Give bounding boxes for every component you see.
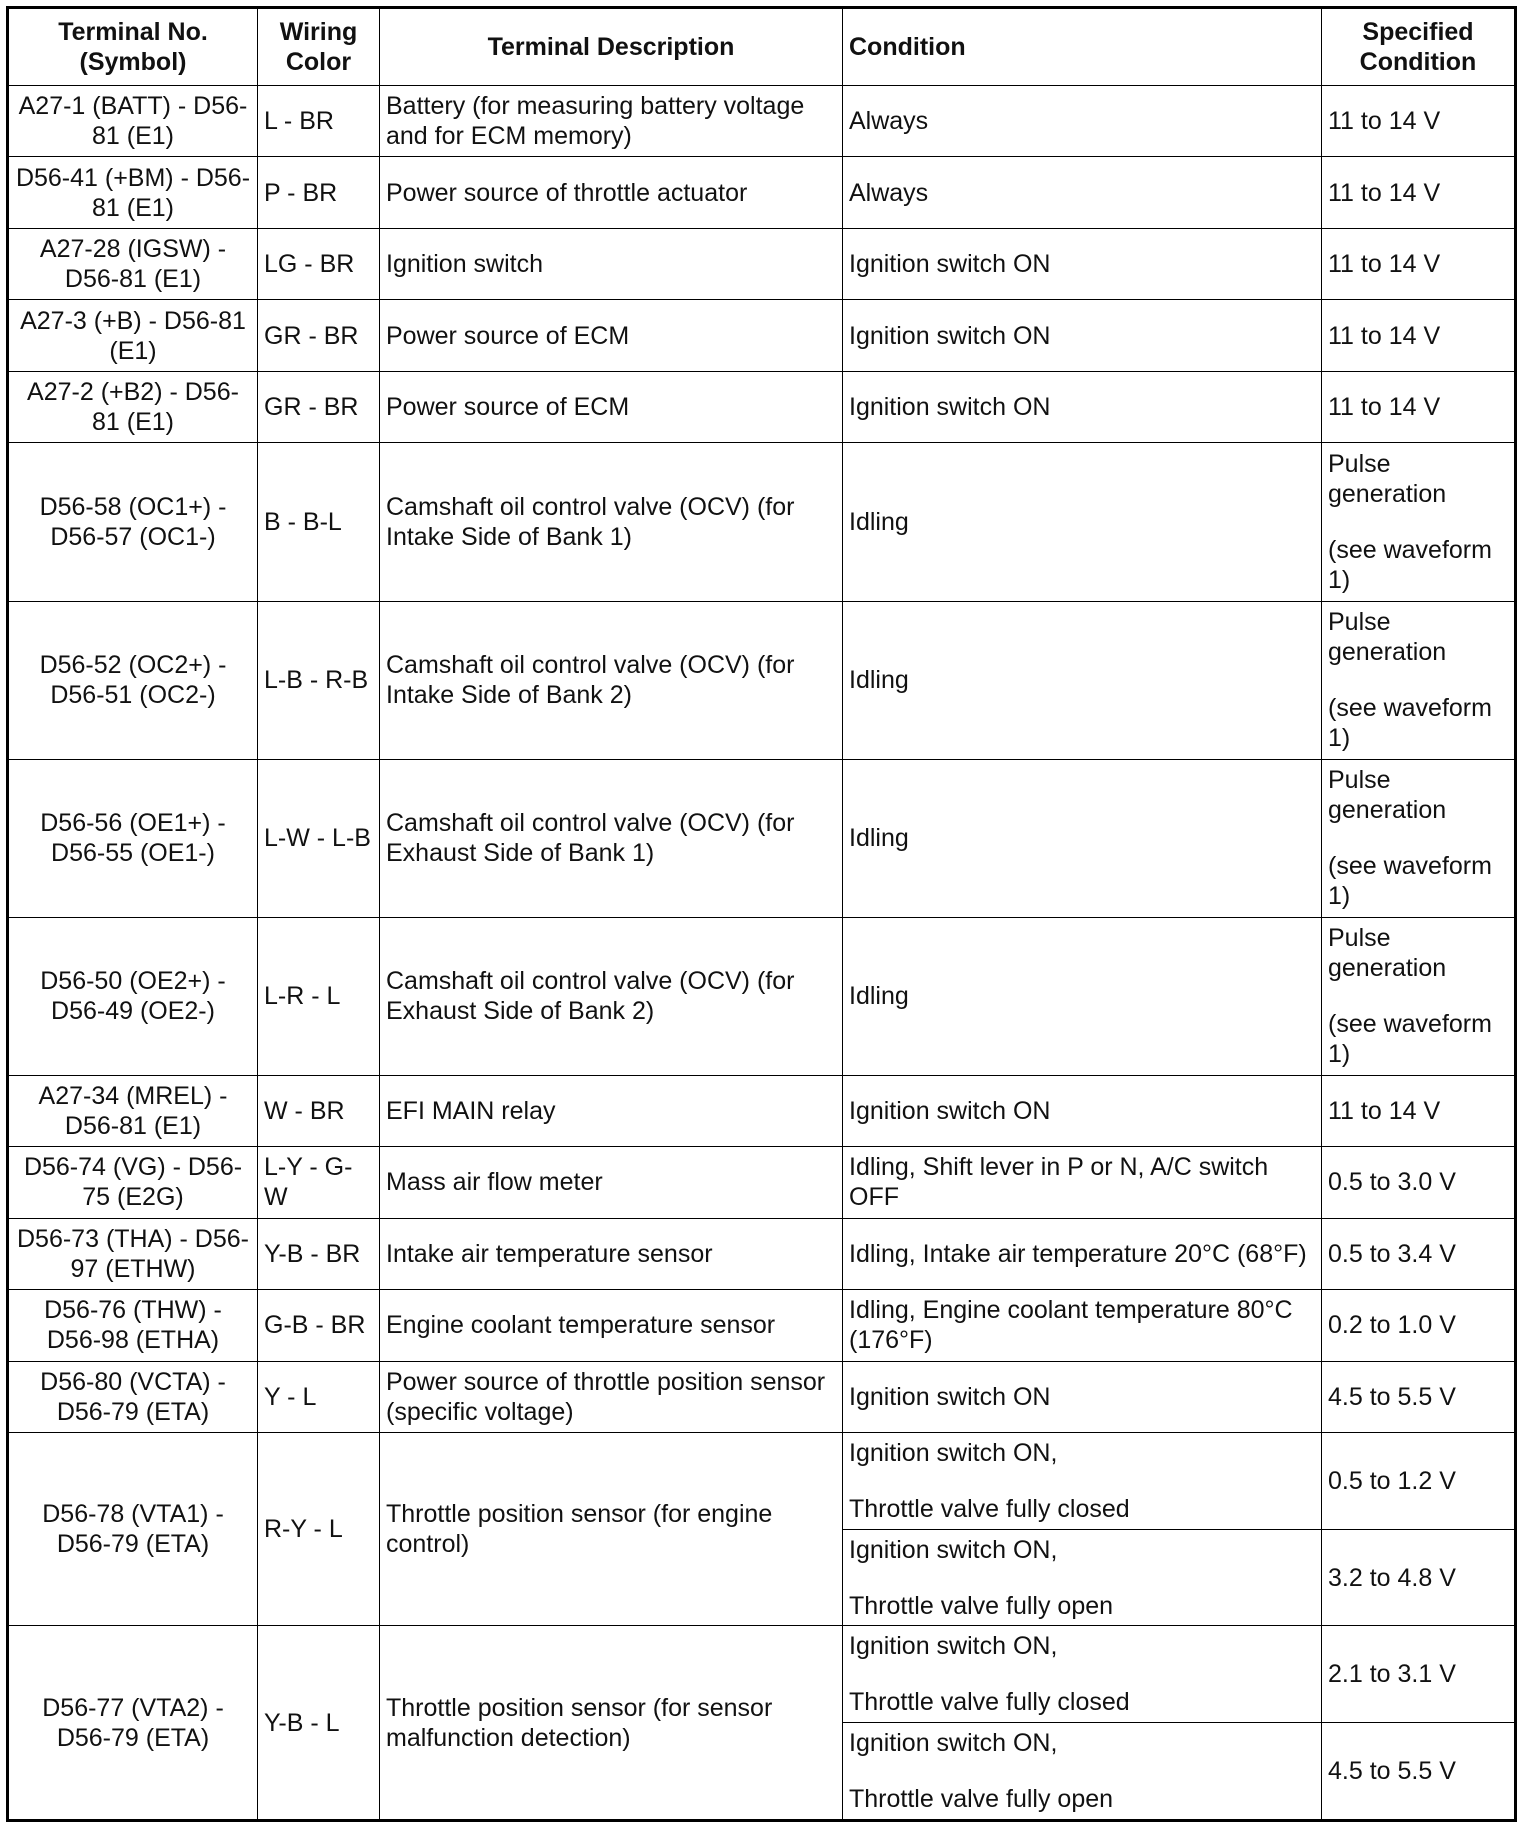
condition-cell: Always [843, 86, 1322, 157]
condition-line: Throttle valve fully open [849, 1591, 1114, 1620]
description-cell: Power source of throttle position sensor (specific voltage) [380, 1361, 843, 1432]
terminal-cell: D56-50 (OE2+) - D56-49 (OE2-) [8, 917, 258, 1075]
header-specified-condition: Specified Condition [1322, 8, 1516, 86]
wiring-color-cell: L-B - R-B [258, 601, 380, 759]
wiring-color-cell: GR - BR [258, 371, 380, 442]
condition-line: Throttle valve fully closed [849, 1688, 1130, 1717]
pulse-generation-text: Pulse generation [1328, 449, 1447, 508]
wiring-color-cell: Y-B - BR [258, 1218, 380, 1289]
condition-cell [843, 1529, 1322, 1626]
condition-cell: Idling [843, 917, 1322, 1075]
specified-cell: 11 to 14 V [1322, 86, 1516, 157]
wiring-color-cell: L - BR [258, 86, 380, 157]
terminal-cell: D56-56 (OE1+) - D56-55 (OE1-) [8, 759, 258, 917]
waveform-reference-text: (see waveform 1) [1328, 535, 1492, 594]
specified-cell: 11 to 14 V [1322, 371, 1516, 442]
table-row [8, 157, 1516, 228]
description-cell: Camshaft oil control valve (OCV) (for Exhaust Side of Bank 1) [380, 759, 843, 917]
table-header-row [8, 8, 1516, 86]
table-row [8, 917, 1516, 1075]
condition-cell: Ignition switch ON [843, 1361, 1322, 1432]
wiring-color-cell: B - B-L [258, 443, 380, 601]
description-cell: Ignition switch [380, 228, 843, 299]
table-row [8, 1433, 1516, 1530]
condition-line: Throttle valve fully open [849, 1785, 1114, 1814]
description-cell: Camshaft oil control valve (OCV) (for Exhaust Side of Bank 2) [380, 917, 843, 1075]
wiring-color-cell: Y - L [258, 1361, 380, 1432]
condition-line: Ignition switch ON, [849, 1632, 1058, 1661]
pulse-generation-text: Pulse generation [1328, 608, 1447, 667]
condition-cell: Idling, Intake air temperature 20°C (68°F) [843, 1218, 1322, 1289]
waveform-reference-text: (see waveform 1) [1328, 1010, 1492, 1069]
wiring-color-cell: R-Y - L [258, 1433, 380, 1626]
specified-cell: 4.5 to 5.5 V [1322, 1361, 1516, 1432]
terminal-cell: D56-41 (+BM) - D56-81 (E1) [8, 157, 258, 228]
waveform-reference-text: (see waveform 1) [1328, 852, 1492, 911]
condition-cell: Ignition switch ON [843, 228, 1322, 299]
wiring-color-cell: L-Y - G-W [258, 1147, 380, 1218]
condition-line: Ignition switch ON, [849, 1438, 1058, 1467]
description-cell: Mass air flow meter [380, 1147, 843, 1218]
table-row [8, 228, 1516, 299]
terminal-spec-table [6, 6, 1517, 1822]
specified-cell: 0.5 to 1.2 V [1322, 1433, 1516, 1530]
table-row [8, 601, 1516, 759]
description-cell: Camshaft oil control valve (OCV) (for Intake Side of Bank 2) [380, 601, 843, 759]
specified-cell: 3.2 to 4.8 V [1322, 1529, 1516, 1626]
header-wiring-color: Wiring Color [258, 8, 380, 86]
terminal-cell: A27-2 (+B2) - D56-81 (E1) [8, 371, 258, 442]
wiring-color-cell: G-B - BR [258, 1290, 380, 1361]
terminal-cell: D56-52 (OC2+) - D56-51 (OC2-) [8, 601, 258, 759]
header-terminal: Terminal No. (Symbol) [8, 8, 258, 86]
terminal-cell: D56-77 (VTA2) - D56-79 (ETA) [8, 1626, 258, 1821]
condition-line: Ignition switch ON, [849, 1729, 1058, 1758]
condition-line: Throttle valve fully closed [849, 1494, 1130, 1523]
specified-cell [1322, 917, 1516, 1075]
specified-cell: 11 to 14 V [1322, 157, 1516, 228]
condition-cell: Idling [843, 443, 1322, 601]
condition-cell [843, 1433, 1322, 1530]
terminal-cell: A27-34 (MREL) - D56-81 (E1) [8, 1075, 258, 1146]
specified-cell: 0.5 to 3.4 V [1322, 1218, 1516, 1289]
specified-cell: 4.5 to 5.5 V [1322, 1723, 1516, 1821]
wiring-color-cell: L-W - L-B [258, 759, 380, 917]
table-row [8, 1147, 1516, 1218]
table-row [8, 1290, 1516, 1361]
wiring-color-cell: GR - BR [258, 300, 380, 371]
terminal-cell: A27-28 (IGSW) - D56-81 (E1) [8, 228, 258, 299]
table-row [8, 300, 1516, 371]
wiring-color-cell: W - BR [258, 1075, 380, 1146]
table-row [8, 1075, 1516, 1146]
terminal-cell: D56-78 (VTA1) - D56-79 (ETA) [8, 1433, 258, 1626]
terminal-cell: D56-80 (VCTA) - D56-79 (ETA) [8, 1361, 258, 1432]
specified-cell [1322, 759, 1516, 917]
condition-cell [843, 1626, 1322, 1723]
specified-cell: 11 to 14 V [1322, 1075, 1516, 1146]
table-row [8, 443, 1516, 601]
description-cell: Power source of ECM [380, 300, 843, 371]
table-row [8, 1626, 1516, 1723]
specified-cell [1322, 443, 1516, 601]
description-cell: Camshaft oil control valve (OCV) (for Intake Side of Bank 1) [380, 443, 843, 601]
description-cell: Throttle position sensor (for engine control) [380, 1433, 843, 1626]
description-cell: Intake air temperature sensor [380, 1218, 843, 1289]
specified-cell: 11 to 14 V [1322, 300, 1516, 371]
wiring-color-cell: P - BR [258, 157, 380, 228]
condition-cell: Idling [843, 601, 1322, 759]
terminal-cell: D56-73 (THA) - D56-97 (ETHW) [8, 1218, 258, 1289]
wiring-color-cell: L-R - L [258, 917, 380, 1075]
specified-cell: 2.1 to 3.1 V [1322, 1626, 1516, 1723]
header-terminal-description: Terminal Description [380, 8, 843, 86]
terminal-cell: A27-3 (+B) - D56-81 (E1) [8, 300, 258, 371]
pulse-generation-text: Pulse generation [1328, 924, 1447, 983]
condition-cell [843, 1723, 1322, 1821]
header-condition: Condition [843, 8, 1322, 86]
terminal-cell: D56-76 (THW) - D56-98 (ETHA) [8, 1290, 258, 1361]
table-row [8, 1361, 1516, 1432]
terminal-cell: A27-1 (BATT) - D56-81 (E1) [8, 86, 258, 157]
table-row [8, 1218, 1516, 1289]
specified-cell: 0.2 to 1.0 V [1322, 1290, 1516, 1361]
description-cell: EFI MAIN relay [380, 1075, 843, 1146]
description-cell: Engine coolant temperature sensor [380, 1290, 843, 1361]
condition-cell: Ignition switch ON [843, 371, 1322, 442]
wiring-color-cell: LG - BR [258, 228, 380, 299]
condition-cell: Always [843, 157, 1322, 228]
condition-cell: Ignition switch ON [843, 1075, 1322, 1146]
description-cell: Battery (for measuring battery voltage and for ECM memory) [380, 86, 843, 157]
description-cell: Throttle position sensor (for sensor malfunction detection) [380, 1626, 843, 1821]
specified-cell: 11 to 14 V [1322, 228, 1516, 299]
wiring-color-cell: Y-B - L [258, 1626, 380, 1821]
description-cell: Power source of ECM [380, 371, 843, 442]
condition-cell: Idling [843, 759, 1322, 917]
condition-cell: Idling, Engine coolant temperature 80°C (176°F) [843, 1290, 1322, 1361]
terminal-cell: D56-74 (VG) - D56-75 (E2G) [8, 1147, 258, 1218]
terminal-cell: D56-58 (OC1+) - D56-57 (OC1-) [8, 443, 258, 601]
specified-cell [1322, 601, 1516, 759]
description-cell: Power source of throttle actuator [380, 157, 843, 228]
table-row [8, 371, 1516, 442]
condition-cell: Idling, Shift lever in P or N, A/C switch OFF [843, 1147, 1322, 1218]
pulse-generation-text: Pulse generation [1328, 766, 1447, 825]
table-row [8, 759, 1516, 917]
waveform-reference-text: (see waveform 1) [1328, 694, 1492, 753]
table-row [8, 86, 1516, 157]
condition-line: Ignition switch ON, [849, 1535, 1058, 1564]
condition-cell: Ignition switch ON [843, 300, 1322, 371]
specified-cell: 0.5 to 3.0 V [1322, 1147, 1516, 1218]
